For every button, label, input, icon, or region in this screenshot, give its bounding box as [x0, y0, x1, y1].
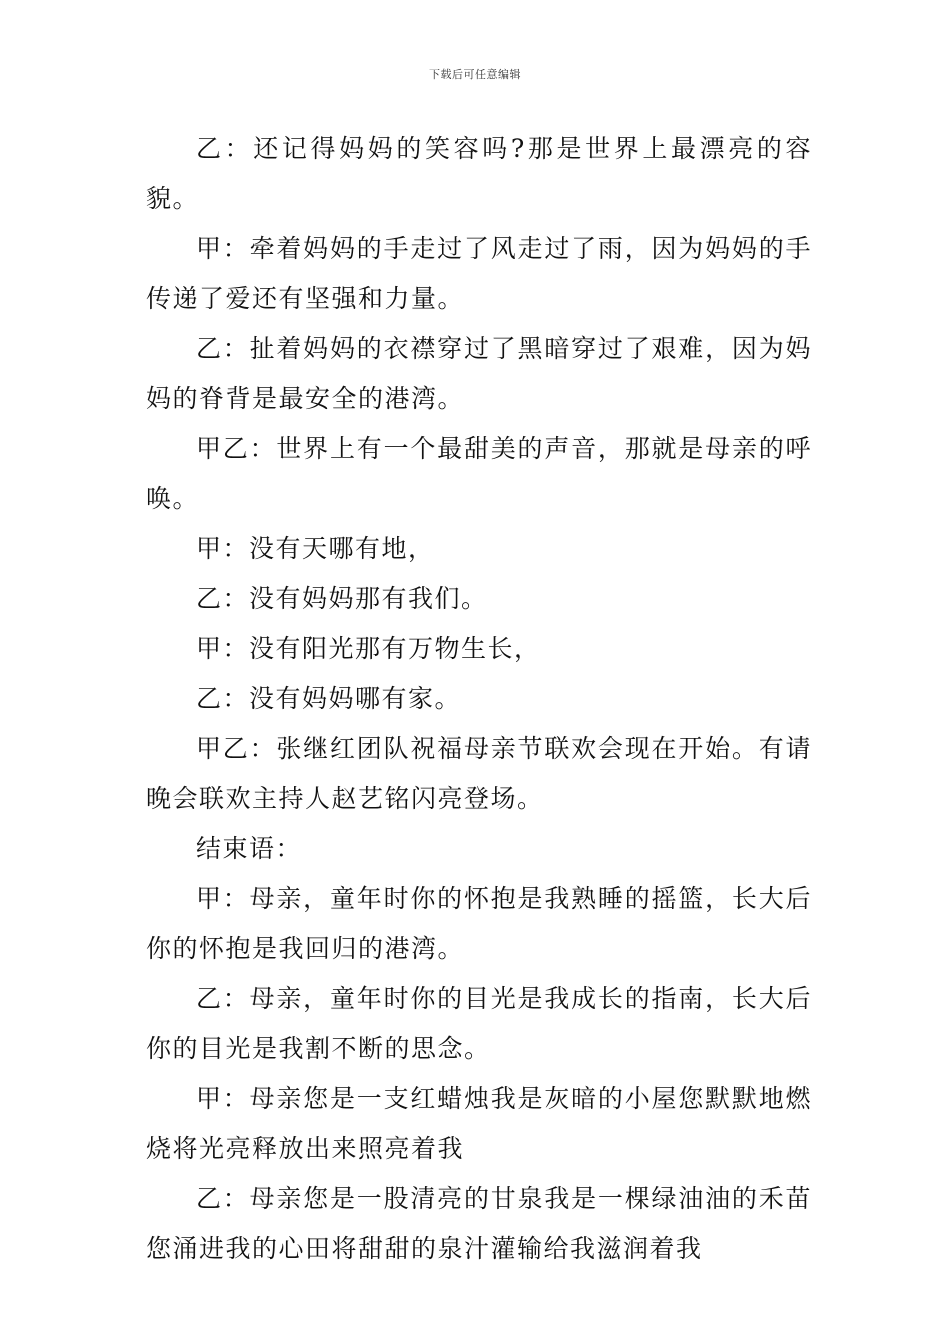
dialogue-paragraph: 甲乙：世界上有一个最甜美的声音，那就是母亲的呼唤。	[146, 434, 812, 513]
dialogue-paragraph: 甲：没有天哪有地，	[196, 534, 435, 563]
dialogue-paragraph: 乙：母亲您是一股清亮的甘泉我是一棵绿油油的禾苗您涌进我的心田将甜甜的泉汁灌输给我滋润着我	[146, 1184, 812, 1263]
dialogue-paragraph: 甲：母亲您是一支红蜡烛我是灰暗的小屋您默默地燃烧将光亮释放出来照亮着我	[146, 1084, 812, 1163]
document-body	[146, 124, 812, 1274]
dialogue-paragraph: 甲乙：张继红团队祝福母亲节联欢会现在开始。有请晚会联欢主持人赵艺铭闪亮登场。	[146, 734, 812, 813]
dialogue-paragraph: 乙：没有妈妈那有我们。	[196, 584, 488, 613]
page-header-note: 下载后可任意编辑	[429, 68, 521, 81]
dialogue-paragraph: 甲：牵着妈妈的手走过了风走过了雨，因为妈妈的手传递了爱还有坚强和力量。	[146, 234, 812, 313]
dialogue-paragraph: 乙：母亲，童年时你的目光是我成长的指南，长大后你的目光是我割不断的思念。	[146, 984, 812, 1063]
dialogue-paragraph: 甲：母亲，童年时你的怀抱是我熟睡的摇篮，长大后你的怀抱是我回归的港湾。	[146, 884, 812, 963]
dialogue-paragraph: 乙：扯着妈妈的衣襟穿过了黑暗穿过了艰难，因为妈妈的脊背是最安全的港湾。	[146, 334, 812, 413]
dialogue-paragraph: 甲：没有阳光那有万物生长，	[196, 634, 541, 663]
dialogue-paragraph: 乙：没有妈妈哪有家。	[196, 684, 462, 713]
closing-section-heading: 结束语：	[196, 834, 303, 863]
dialogue-paragraph: 乙：还记得妈妈的笑容吗?那是世界上最漂亮的容貌。	[146, 134, 812, 213]
